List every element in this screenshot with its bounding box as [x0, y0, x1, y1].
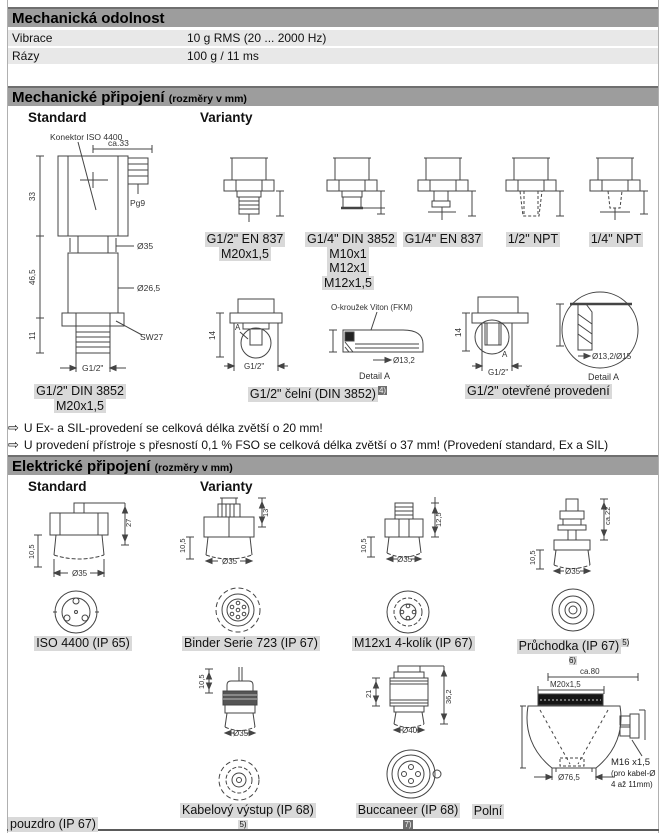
variant-drawing-g14-en837	[408, 150, 484, 230]
gland-side-drawing	[528, 495, 623, 590]
section-header-mech-resistance	[8, 7, 658, 27]
cable-outlet-side-drawing	[195, 665, 280, 755]
buccaneer-side-drawing	[358, 662, 458, 747]
caption-cable-outlet: Kabelový výstup (IP 68)$^{5)}$	[182, 803, 314, 829]
binder-bottom-view	[210, 585, 266, 635]
caption-field-housing-line1: Polní	[473, 804, 503, 818]
row-label: Rázy	[12, 49, 40, 63]
dim-11: 11	[28, 331, 37, 340]
dim-diameter: Ø76,5	[558, 773, 580, 782]
note-fso: ⇨ U provedení přístroje s přesností 0,1 % FSO se celková délka zvětší o 37 mm! (Provedení standard, Ex a SIL)	[8, 437, 609, 452]
front-flush-detail-drawing	[315, 300, 445, 385]
dim-33: 33	[28, 192, 37, 201]
dim-depth: 10,5	[528, 550, 537, 565]
dim-46-5: 46,5	[28, 269, 37, 285]
dim-bore: Ø13,2/Ø15	[592, 352, 632, 361]
row-label: Vibrace	[12, 31, 53, 45]
note-arrow-icon: ⇨	[8, 420, 19, 435]
dim-pg9: Pg9	[130, 198, 146, 208]
section-title-suffix: (rozměry v mm)	[154, 462, 233, 474]
iso4400-side-drawing	[27, 497, 140, 585]
caption-variant: 1/4" NPT	[590, 232, 642, 246]
dim-d26-5: Ø26,5	[137, 283, 161, 293]
m12-bottom-view	[382, 588, 434, 636]
table-row	[8, 30, 658, 46]
page-left-border	[7, 0, 8, 833]
dim-height2: 36,2	[444, 689, 453, 704]
variant-drawing-g14-din3852	[315, 150, 391, 230]
m12-side-drawing	[355, 495, 455, 585]
caption-variant: G1/4" EN 837	[404, 232, 482, 246]
open-version-drawing	[454, 293, 540, 385]
dim-ca33: ca.33	[108, 138, 129, 148]
dim-d35: Ø35	[137, 241, 154, 251]
standard-column-label: Standard	[28, 479, 87, 494]
caption-buccaneer: Buccaneer (IP 68)$^{7)}$	[357, 803, 459, 829]
row-value: 10 g RMS (20 ... 2000 Hz)	[187, 31, 327, 45]
cable-outlet-bottom-view	[216, 758, 262, 802]
section-title-suffix: (rozměry v mm)	[168, 93, 247, 105]
dim-sw27: SW27	[140, 332, 164, 342]
caption-variant: 1/2" NPT	[507, 232, 559, 246]
caption-binder: Binder Serie 723 (IP 67)	[184, 636, 318, 650]
caption-open-version: G1/2" otevřené provedení	[467, 384, 610, 398]
detail-ref-a: A	[502, 350, 508, 359]
dim-diameter: Ø35	[222, 557, 238, 566]
standard-column-label: Standard	[28, 110, 87, 125]
dim-g12: G1/2"	[244, 362, 265, 371]
note-arrow-icon: ⇨	[8, 437, 19, 452]
dim-height1: 21	[364, 689, 373, 698]
caption-m12: M12x1 4-kolík (IP 67)	[354, 636, 473, 650]
detail-ref-a: A	[235, 323, 241, 332]
dim-diameter: Ø35	[233, 729, 249, 738]
detail-label: Detail A	[359, 371, 391, 381]
dim-thread: M20x1,5	[550, 680, 581, 689]
variants-column-label: Varianty	[200, 110, 253, 125]
dim-diameter: Ø35	[565, 567, 581, 576]
dim-bore: Ø13,2	[393, 356, 415, 365]
variant-drawing-12npt	[498, 152, 570, 230]
dim-depth: 10,5	[27, 544, 36, 559]
standard-mech-drawing	[20, 128, 190, 380]
caption-field-housing-line2: pouzdro (IP 67)	[10, 817, 96, 831]
buccaneer-bottom-view	[385, 748, 443, 800]
dim-g12: G1/2"	[488, 368, 509, 377]
caption-iso4400: ISO 4400 (IP 65)	[36, 636, 130, 650]
dim-height: 13	[261, 508, 270, 517]
caption-gland: Průchodka (IP 67) $^{5) 6)}$	[518, 638, 630, 665]
dim-depth: 10,5	[197, 674, 206, 689]
binder-side-drawing	[170, 495, 285, 585]
note-ex-sil: ⇨ U Ex- a SIL-provedení se celková délka zvětší o 20 mm!	[8, 420, 323, 435]
dim-depth: 10,5	[359, 538, 368, 553]
dim-g12: G1/2"	[82, 363, 104, 373]
dim-diameter: Ø35	[72, 569, 88, 578]
field-housing-gland-note: M16 x1,5 (pro kabel-Ø 4 až 11mm)	[611, 757, 656, 789]
caption-variant: G1/4" DIN 3852 M10x1 M12x1 M12x1,5	[307, 232, 395, 290]
section-title: Mechanická odolnost	[12, 10, 165, 27]
dim-height: 12,5	[434, 512, 443, 527]
section-title: Mechanické připojení	[12, 89, 165, 106]
detail-label: Detail A	[588, 372, 620, 382]
oring-label: O-kroužek Viton (FKM)	[331, 303, 413, 312]
dim-14: 14	[454, 328, 463, 337]
row-value: 100 g / 11 ms	[187, 49, 259, 63]
table-row	[8, 48, 658, 64]
caption-variant: G1/2" EN 837 M20x1,5	[206, 232, 284, 261]
dim-diameter: Ø40	[402, 726, 418, 735]
variant-drawing-g12-en837	[212, 150, 288, 230]
callout-connector: Konektor ISO 4400	[50, 132, 123, 142]
dim-top-width: ca.80	[580, 667, 600, 676]
open-version-detail-drawing	[548, 288, 658, 388]
gland-bottom-view	[548, 586, 598, 634]
section-header-elec-connection	[8, 455, 658, 475]
caption-front-flush: G1/2" čelní (DIN 3852) $^{4)}$	[249, 386, 387, 402]
iso4400-bottom-view	[48, 588, 104, 636]
variants-column-label: Varianty	[200, 479, 253, 494]
dim-height: ca.22	[603, 506, 612, 525]
caption-standard-mech: G1/2" DIN 3852 M20x1,5	[36, 384, 124, 413]
dim-height: 27	[124, 518, 133, 527]
dim-depth: 10,5	[178, 538, 187, 553]
dim-14: 14	[208, 331, 217, 340]
dim-diameter: Ø35	[397, 555, 413, 564]
section-title: Elektrické připojení	[12, 458, 151, 475]
variant-drawing-14npt	[582, 152, 654, 230]
front-flush-drawing	[210, 295, 315, 380]
section-header-mech-connection	[8, 86, 658, 106]
